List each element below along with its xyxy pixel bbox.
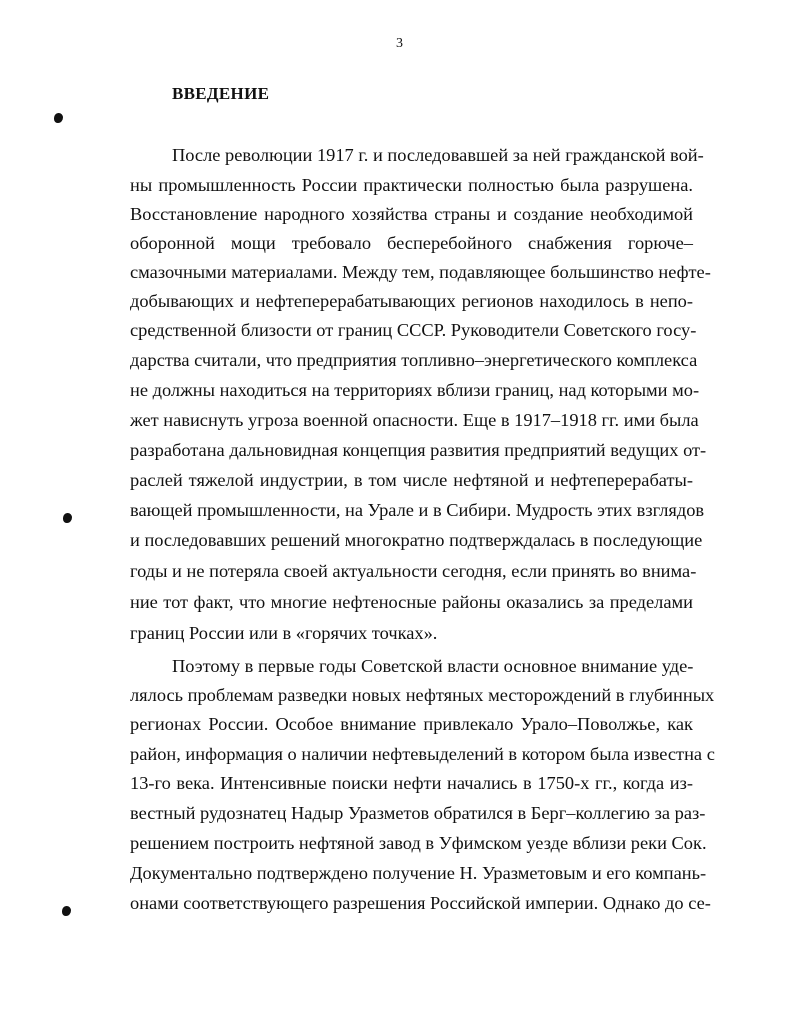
section-heading: ВВЕДЕНИЕ bbox=[172, 84, 270, 103]
punch-hole-mark bbox=[62, 906, 71, 916]
text-line: вающей промышленности, на Урале и в Сибири. Мудрость этих взглядов bbox=[130, 500, 705, 520]
text-line: онами соответствующего разрешения Российской империи. Однако до се- bbox=[130, 893, 711, 913]
text-line: лялось проблемам разведки новых нефтяных месторождений в глубинных bbox=[130, 685, 715, 705]
text-line: раслей тяжелой индустрии, в том числе нефтяной и нефтеперерабаты- bbox=[130, 470, 693, 490]
punch-hole-mark bbox=[54, 113, 63, 123]
text-line: 13-го века. Интенсивные поиски нефти начались в 1750-х гг., когда из- bbox=[130, 773, 693, 793]
text-line: границ России или в «горячих точках». bbox=[130, 623, 438, 643]
text-line: район, информация о наличии нефтевыделений в котором была известна с bbox=[130, 744, 715, 764]
text-line: разработана дальновидная концепция развития предприятий ведущих от- bbox=[130, 440, 707, 460]
text-line: оборонной мощи требовало бесперебойного снабжения горюче– bbox=[130, 233, 693, 253]
text-line: вестный рудознатец Надыр Уразметов обратился в Берг–коллегию за раз- bbox=[130, 803, 706, 823]
text-line: ны промышленность России практически полностью была разрушена. bbox=[130, 175, 693, 195]
text-line: добывающих и нефтеперерабатывающих регионов находилось в непо- bbox=[130, 291, 693, 311]
text-line: Восстановление народного хозяйства страны и создание необходимой bbox=[130, 204, 693, 224]
text-line: годы и не потеряла своей актуальности сегодня, если принять во внима- bbox=[130, 561, 697, 581]
text-line: смазочными материалами. Между тем, подавляющее большинство нефте- bbox=[130, 262, 711, 282]
punch-hole-mark bbox=[63, 513, 72, 523]
text-line: Поэтому в первые годы Советской власти основное внимание уде- bbox=[172, 656, 694, 676]
text-line: дарства считали, что предприятия топливно–энергетического комплекса bbox=[130, 350, 698, 370]
text-line: Документально подтверждено получение Н. Уразметовым и его компань- bbox=[130, 863, 707, 883]
page-number: 3 bbox=[396, 36, 403, 51]
text-line: не должны находиться на территориях вблизи границ, над которыми мо- bbox=[130, 380, 700, 400]
text-line: ние тот факт, что многие нефтеносные районы оказались за пределами bbox=[130, 592, 693, 612]
text-line: регионах России. Особое внимание привлекало Урало–Поволжье, как bbox=[130, 714, 693, 734]
text-line: и последовавших решений многократно подтверждалась в последующие bbox=[130, 530, 703, 550]
text-line: После революции 1917 г. и последовавшей за ней гражданской вой- bbox=[172, 145, 704, 165]
text-line: средственной близости от границ СССР. Руководители Советского госу- bbox=[130, 320, 697, 340]
text-line: жет нависнуть угроза военной опасности. Еще в 1917–1918 гг. ими была bbox=[130, 410, 699, 430]
text-line: решением построить нефтяной завод в Уфимском уезде вблизи реки Сок. bbox=[130, 833, 707, 853]
